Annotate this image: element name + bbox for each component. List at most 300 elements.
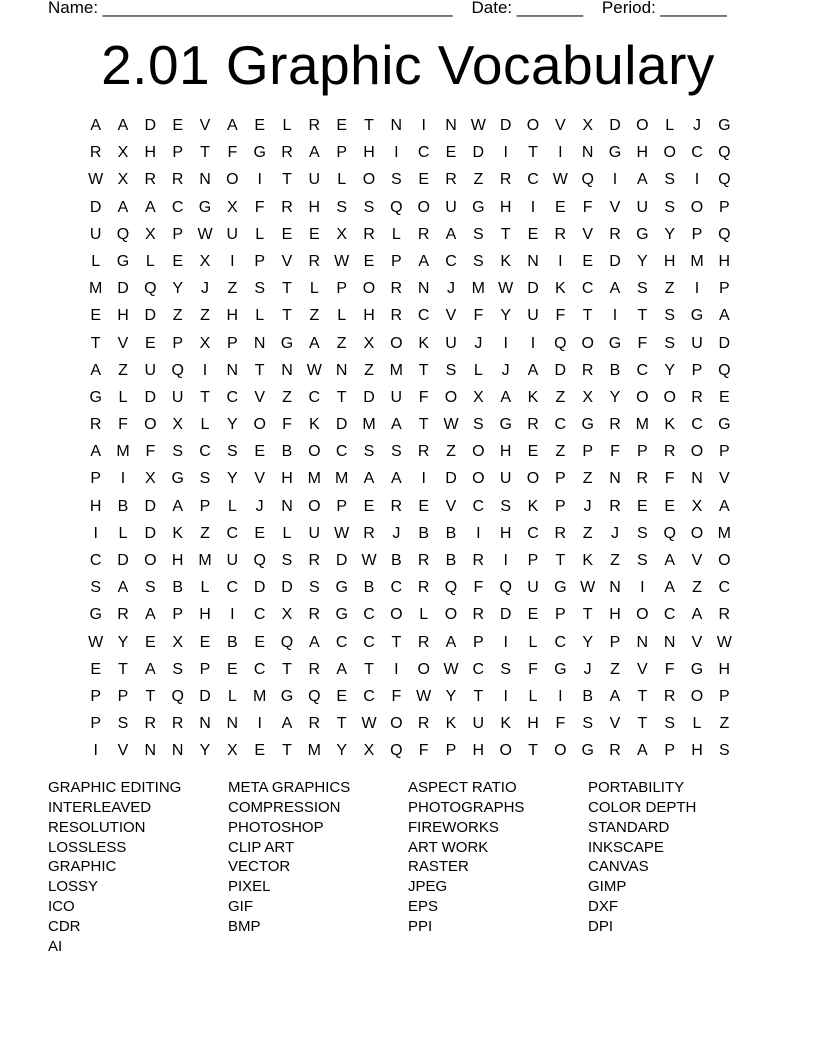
grid-letter: M [362, 416, 376, 434]
grid-letter: H [636, 144, 649, 162]
grid-letter: L [200, 579, 210, 597]
grid-row [82, 493, 738, 520]
grid-letter: S [336, 198, 347, 216]
grid-letter: E [336, 687, 347, 705]
grid-letter: R [171, 171, 184, 189]
grid-letter: H [281, 470, 293, 488]
grid-letter: Q [718, 225, 731, 243]
grid-letter: Q [499, 579, 512, 597]
grid-letter: N [144, 742, 157, 760]
grid-letter: X [117, 171, 129, 189]
grid-letter: G [499, 416, 512, 434]
grid-letter: T [90, 334, 101, 352]
grid-letter: X [226, 198, 238, 216]
grid-letter: M [307, 470, 321, 488]
grid-letter: H [171, 552, 184, 569]
grid-letter: V [609, 198, 621, 216]
grid-letter: O [253, 416, 266, 434]
word-bank-column [408, 778, 588, 957]
grid-letter: R [499, 171, 512, 189]
grid-letter: C [363, 633, 375, 651]
grid-letter: R [308, 117, 321, 134]
grid-letter: R [308, 552, 321, 569]
grid-letter: O [526, 470, 540, 488]
grid-letter: F [391, 687, 402, 705]
grid-letter: G [636, 225, 649, 243]
grid-row [82, 574, 738, 601]
grid-letter: E [582, 252, 593, 270]
grid-letter: R [445, 171, 457, 189]
word-bank [48, 778, 788, 957]
grid-letter: T [637, 307, 648, 325]
grid-row [82, 547, 738, 574]
grid-letter: R [554, 524, 567, 542]
grid-letter: C [691, 144, 703, 162]
grid-letter: E [254, 742, 265, 760]
grid-letter: N [335, 361, 348, 379]
word-bank-item: ART WORK [408, 838, 489, 856]
grid-letter: H [144, 144, 157, 162]
grid-letter: L [665, 117, 675, 134]
grid-letter: R [609, 742, 621, 760]
grid-letter: A [90, 361, 101, 379]
grid-letter: E [254, 117, 265, 134]
grid-letter: T [528, 144, 538, 162]
grid-letter: U [691, 334, 703, 352]
grid-letter: E [308, 225, 320, 243]
grid-letter: R [89, 144, 102, 162]
grid-letter: P [664, 742, 675, 760]
grid-letter: F [145, 443, 156, 461]
grid-letter: A [308, 334, 320, 352]
grid-letter: I [612, 307, 618, 325]
grid-letter: R [609, 416, 621, 434]
grid-letter: W [443, 660, 459, 678]
grid-letter: O [472, 443, 485, 461]
grid-letter: H [199, 606, 211, 624]
grid-letter: P [90, 470, 101, 488]
grid-letter: C [554, 416, 567, 434]
grid-letter: E [254, 633, 265, 651]
grid-letter: U [226, 552, 239, 569]
grid-letter: J [392, 524, 401, 542]
word-bank-item: GIF [228, 898, 253, 916]
grid-letter: O [690, 524, 704, 542]
grid-letter: F [610, 443, 620, 461]
grid-letter: T [555, 552, 566, 569]
grid-letter: S [664, 307, 675, 325]
grid-letter: P [90, 687, 101, 705]
grid-letter: L [282, 117, 292, 134]
grid-letter: Q [390, 742, 403, 760]
grid-letter: Q [253, 552, 266, 569]
grid-letter: G [608, 334, 622, 352]
grid-letter: G [718, 117, 731, 134]
grid-letter: A [336, 660, 347, 678]
grid-letter: G [554, 579, 567, 597]
grid-letter: A [636, 171, 648, 189]
grid-letter: V [445, 307, 457, 325]
grid-letter: I [421, 470, 426, 488]
word-search-grid [82, 112, 738, 765]
grid-letter: W [361, 552, 377, 569]
grid-letter: N [281, 497, 293, 515]
grid-letter: L [391, 225, 401, 243]
grid-letter: S [90, 579, 101, 597]
grid-letter: L [528, 633, 538, 651]
grid-letter: C [308, 388, 321, 406]
grid-letter: G [581, 742, 594, 760]
grid-letter: S [472, 252, 484, 270]
grid-row [82, 465, 738, 492]
word-bank-item: JPEG [408, 878, 448, 896]
grid-letter: V [609, 715, 621, 733]
grid-letter: P [90, 715, 101, 733]
word-bank-item: LOSSY [48, 878, 99, 896]
grid-letter: D [144, 524, 157, 542]
name-date-period-line: Name: _____________________________________ Date: _______ Period: _______ [48, 0, 727, 17]
word-bank-item: PHOTOSHOP [228, 818, 324, 836]
grid-letter: P [554, 497, 566, 515]
grid-letter: P [199, 497, 211, 515]
grid-letter: R [363, 524, 375, 542]
grid-letter: G [690, 307, 704, 325]
grid-letter: L [227, 497, 237, 515]
grid-letter: C [335, 443, 348, 461]
word-bank-item: PORTABILITY [588, 779, 685, 796]
grid-letter: Q [663, 524, 676, 542]
grid-letter: S [281, 552, 293, 569]
grid-letter: M [253, 687, 267, 705]
grid-letter: M [89, 280, 103, 298]
grid-letter: W [416, 687, 432, 705]
word-bank-item: GRAPHIC EDITING [48, 779, 182, 796]
grid-letter: P [172, 225, 183, 243]
grid-letter: G [253, 144, 266, 162]
grid-letter: B [445, 552, 457, 569]
grid-letter: L [473, 361, 483, 379]
grid-letter: R [308, 660, 321, 678]
grid-letter: V [718, 470, 730, 488]
grid-letter: C [472, 660, 485, 678]
grid-letter: N [636, 633, 649, 651]
grid-letter: V [199, 117, 211, 134]
grid-letter: Y [226, 470, 238, 488]
grid-letter: C [226, 579, 239, 597]
grid-letter: R [718, 606, 731, 624]
grid-letter: S [144, 579, 156, 597]
grid-letter: O [472, 470, 485, 488]
grid-letter: N [581, 144, 594, 162]
grid-letter: L [419, 606, 429, 624]
grid-letter: L [309, 280, 319, 298]
grid-letter: N [417, 280, 430, 298]
grid-letter: E [336, 117, 347, 134]
grid-letter: Q [171, 687, 184, 705]
grid-letter: J [692, 117, 701, 134]
grid-letter: E [90, 660, 101, 678]
grid-letter: T [200, 388, 210, 406]
grid-letter: U [390, 388, 403, 406]
grid-letter: A [691, 606, 703, 624]
grid-letter: R [117, 606, 129, 624]
grid-row [82, 166, 738, 193]
grid-letter: J [583, 660, 592, 678]
grid-letter: I [230, 252, 235, 270]
grid-letter: I [230, 606, 235, 624]
word-bank-column [588, 778, 768, 957]
grid-letter: C [199, 443, 211, 461]
grid-letter: C [472, 497, 485, 515]
grid-letter: X [582, 388, 593, 406]
grid-letter: P [609, 633, 621, 651]
grid-letter: G [690, 660, 704, 678]
grid-letter: S [254, 280, 265, 298]
grid-letter: K [664, 416, 675, 434]
grid-letter: F [664, 660, 675, 678]
grid-letter: O [499, 742, 512, 760]
grid-letter: D [445, 470, 457, 488]
grid-letter: U [527, 307, 539, 325]
grid-letter: C [445, 252, 457, 270]
grid-letter: E [554, 198, 566, 216]
grid-letter: R [363, 225, 375, 243]
grid-letter: A [117, 117, 129, 134]
grid-letter: W [498, 280, 514, 298]
grid-letter: X [199, 334, 211, 352]
grid-letter: L [255, 225, 265, 243]
grid-letter: C [581, 280, 594, 298]
grid-letter: Z [610, 552, 620, 569]
word-bank-item: INKSCAPE [588, 838, 664, 856]
word-bank-item: DPI [588, 917, 614, 935]
grid-letter: T [282, 660, 292, 678]
grid-letter: A [226, 117, 238, 134]
grid-letter: O [690, 687, 704, 705]
grid-letter: O [417, 660, 430, 678]
grid-letter: P [527, 552, 539, 569]
grid-letter: A [636, 742, 648, 760]
grid-letter: E [363, 252, 375, 270]
grid-letter: E [226, 660, 238, 678]
grid-letter: N [199, 171, 211, 189]
grid-letter: D [281, 579, 293, 597]
grid-letter: I [202, 361, 208, 379]
grid-letter: S [472, 416, 484, 434]
grid-letter: V [636, 660, 648, 678]
grid-letter: I [530, 334, 536, 352]
grid-letter: N [199, 715, 211, 733]
grid-letter: M [198, 552, 212, 569]
grid-letter: P [172, 144, 183, 162]
grid-letter: H [363, 144, 375, 162]
grid-letter: I [530, 198, 536, 216]
grid-letter: A [390, 416, 402, 434]
grid-letter: S [117, 715, 129, 733]
grid-letter: P [445, 742, 457, 760]
grid-letter: G [335, 606, 348, 624]
grid-letter: S [718, 742, 730, 760]
grid-letter: S [226, 443, 238, 461]
grid-letter: R [390, 307, 403, 325]
grid-letter: O [663, 144, 676, 162]
grid-letter: N [226, 715, 239, 733]
grid-row [82, 520, 738, 547]
grid-letter: Z [118, 361, 128, 379]
word-bank-item: PPI [408, 917, 433, 935]
grid-letter: V [582, 225, 593, 243]
grid-letter: Y [199, 742, 211, 760]
grid-letter: P [390, 252, 402, 270]
grid-letter: O [581, 334, 594, 352]
grid-letter: J [255, 497, 264, 515]
grid-letter: S [472, 225, 484, 243]
grid-letter: M [335, 470, 349, 488]
grid-letter: Y [582, 633, 593, 651]
grid-letter: T [282, 280, 292, 298]
grid-letter: P [718, 443, 730, 461]
grid-row [82, 139, 738, 166]
word-bank-item: DXF [588, 898, 618, 916]
grid-letter: T [473, 687, 484, 705]
grid-letter: L [337, 171, 347, 189]
grid-letter: O [444, 388, 458, 406]
grid-letter: W [580, 579, 596, 597]
grid-letter: D [144, 497, 157, 515]
grid-letter: O [636, 606, 649, 624]
grid-letter: X [199, 252, 211, 270]
grid-letter: U [445, 198, 457, 216]
grid-letter: B [281, 443, 293, 461]
grid-letter: B [226, 633, 238, 651]
word-bank-item: PHOTOGRAPHS [408, 798, 525, 816]
grid-letter: D [144, 388, 157, 406]
grid-letter: I [503, 552, 508, 569]
grid-letter: Y [445, 687, 457, 705]
grid-letter: R [308, 715, 321, 733]
grid-letter: N [253, 334, 266, 352]
grid-letter: I [93, 524, 98, 542]
grid-letter: E [199, 633, 211, 651]
grid-letter: V [117, 334, 129, 352]
grid-letter: C [527, 524, 539, 542]
grid-letter: X [281, 606, 293, 624]
grid-letter: Y [336, 742, 347, 760]
grid-letter: O [526, 117, 540, 134]
grid-row [82, 411, 738, 438]
grid-letter: I [257, 171, 262, 189]
grid-letter: C [417, 307, 430, 325]
grid-letter: E [144, 633, 156, 651]
grid-letter: I [120, 470, 126, 488]
grid-letter: U [499, 470, 512, 488]
grid-letter: R [554, 225, 567, 243]
grid-letter: L [692, 715, 702, 733]
grid-letter: K [500, 715, 511, 733]
grid-letter: X [336, 225, 347, 243]
grid-letter: R [308, 252, 321, 270]
grid-letter: E [90, 307, 101, 325]
grid-letter: D [499, 117, 512, 134]
page-title: 2.01 Graphic Vocabulary [101, 34, 715, 96]
grid-letter: F [473, 579, 484, 597]
grid-letter: Q [308, 687, 321, 705]
grid-letter: Q [581, 171, 594, 189]
grid-letter: I [503, 633, 508, 651]
grid-letter: L [118, 524, 128, 542]
grid-letter: X [691, 497, 703, 515]
grid-letter: I [558, 144, 563, 162]
grid-letter: G [280, 334, 294, 352]
grid-letter: W [334, 252, 350, 270]
grid-letter: O [690, 198, 704, 216]
grid-letter: N [691, 470, 703, 488]
word-bank-item: LOSSLESS [48, 838, 127, 856]
grid-row [82, 330, 738, 357]
grid-letter: G [280, 687, 294, 705]
grid-letter: A [117, 198, 129, 216]
grid-letter: O [554, 742, 567, 760]
grid-letter: R [636, 470, 649, 488]
grid-letter: E [718, 388, 730, 406]
grid-letter: P [554, 606, 566, 624]
grid-letter: Z [172, 307, 183, 325]
grid-letter: R [417, 633, 430, 651]
grid-letter: J [200, 280, 209, 298]
grid-letter: Z [227, 280, 238, 298]
grid-letter: I [421, 117, 426, 134]
grid-letter: P [718, 280, 730, 298]
grid-letter: K [582, 552, 593, 569]
grid-letter: Z [719, 715, 730, 733]
word-bank-column [228, 778, 408, 957]
grid-letter: R [527, 416, 539, 434]
grid-letter: S [582, 715, 593, 733]
grid-letter: A [363, 470, 375, 488]
grid-letter: I [694, 171, 700, 189]
grid-letter: T [364, 117, 374, 134]
grid-letter: X [172, 633, 183, 651]
grid-letter: F [582, 198, 593, 216]
grid-letter: W [552, 171, 568, 189]
grid-letter: V [117, 742, 129, 760]
grid-letter: Z [473, 171, 484, 189]
grid-letter: H [117, 307, 129, 325]
grid-letter: B [363, 579, 375, 597]
grid-letter: P [336, 144, 347, 162]
grid-letter: F [555, 307, 566, 325]
grid-letter: O [144, 416, 157, 434]
grid-letter: M [690, 252, 704, 270]
grid-letter: Y [609, 388, 621, 406]
grid-letter: H [363, 307, 375, 325]
grid-letter: P [254, 252, 265, 270]
grid-letter: S [636, 552, 648, 569]
grid-letter: P [226, 334, 238, 352]
grid-letter: D [554, 361, 567, 379]
grid-letter: P [691, 361, 703, 379]
grid-letter: S [664, 198, 675, 216]
grid-letter: E [281, 225, 293, 243]
grid-letter: K [308, 416, 320, 434]
grid-letter: J [501, 361, 510, 379]
grid-letter: T [391, 633, 402, 651]
word-bank-item: COMPRESSION [228, 798, 341, 816]
grid-letter: J [610, 524, 619, 542]
grid-row [82, 357, 738, 384]
grid-letter: W [361, 715, 377, 733]
grid-letter: K [172, 524, 183, 542]
